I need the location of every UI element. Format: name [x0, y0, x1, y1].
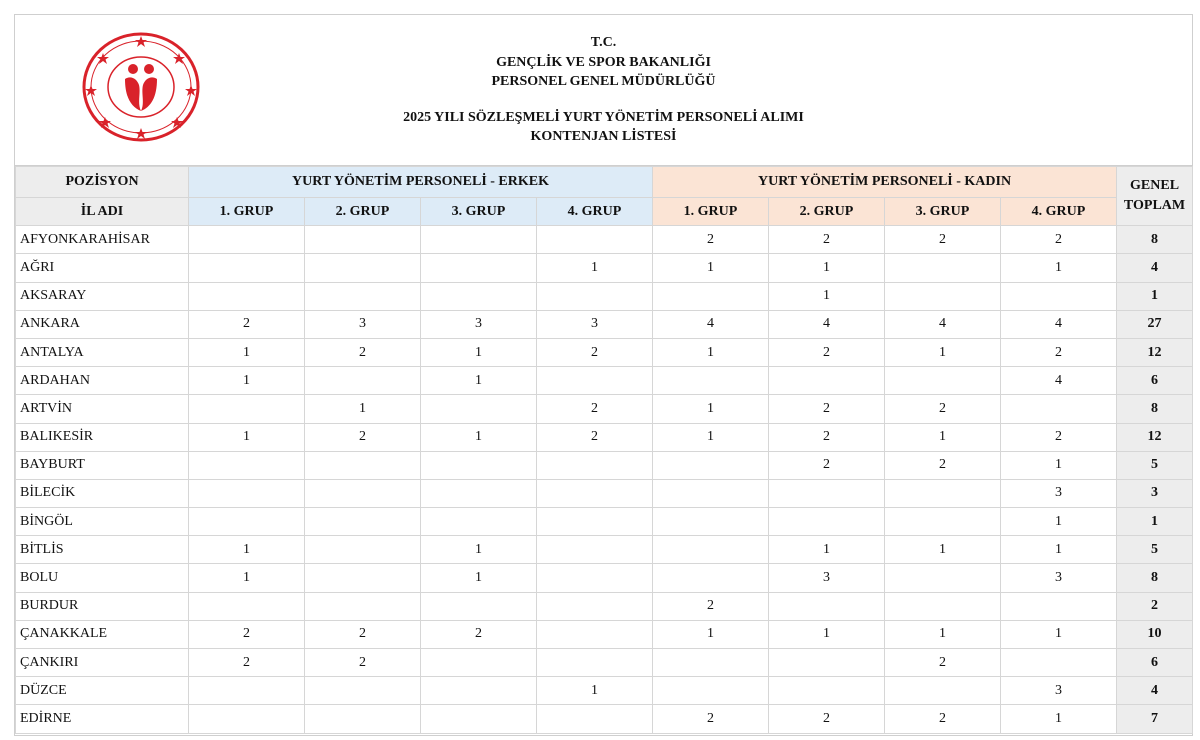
document-header: [15, 15, 1192, 166]
erkek-grup-2-cell: [305, 451, 421, 479]
province-name: ARDAHAN: [16, 367, 189, 395]
erkek-grup-2-cell: 2: [305, 423, 421, 451]
erkek-grup-4-cell: 2: [537, 338, 653, 366]
erkek-grup-3-cell: [421, 677, 537, 705]
erkek-grup-1-cell: 1: [189, 536, 305, 564]
erkek-grup-3-cell: [421, 226, 537, 254]
col-header-erkek-grup-1: 1. GRUP: [189, 198, 305, 226]
table-row: [16, 564, 1193, 592]
table-row: [16, 395, 1193, 423]
table-row: [16, 536, 1193, 564]
title-recruitment: 2025 YILI SÖZLEŞMELİ YURT YÖNETİM PERSONELİ ALIMI: [403, 109, 804, 125]
kadin-grup-2-cell: 2: [769, 226, 885, 254]
kadin-grup-1-cell: 2: [653, 226, 769, 254]
table-row: [16, 226, 1193, 254]
erkek-grup-4-cell: [537, 620, 653, 648]
genel-toplam-cell: 1: [1117, 282, 1193, 310]
province-name: BİTLİS: [16, 536, 189, 564]
genel-toplam-cell: 6: [1117, 367, 1193, 395]
genel-toplam-cell: 1: [1117, 508, 1193, 536]
erkek-grup-3-cell: 3: [421, 310, 537, 338]
kadin-grup-2-cell: [769, 649, 885, 677]
kadin-grup-3-cell: 2: [885, 395, 1001, 423]
province-name: BURDUR: [16, 592, 189, 620]
erkek-grup-4-cell: 1: [537, 677, 653, 705]
group-header-erkek: YURT YÖNETİM PERSONELİ - ERKEK: [189, 167, 653, 198]
kadin-grup-4-cell: 3: [1001, 677, 1117, 705]
erkek-grup-2-cell: 2: [305, 338, 421, 366]
col-header-kadin-grup-1: 1. GRUP: [653, 198, 769, 226]
erkek-grup-4-cell: [537, 508, 653, 536]
kadin-grup-3-cell: 1: [885, 620, 1001, 648]
kadin-grup-3-cell: [885, 282, 1001, 310]
kadin-grup-3-cell: [885, 564, 1001, 592]
table-row: [16, 705, 1193, 733]
erkek-grup-2-cell: [305, 367, 421, 395]
title-quota-list: KONTENJAN LİSTESİ: [530, 129, 677, 144]
kadin-grup-1-cell: [653, 479, 769, 507]
erkek-grup-3-cell: 1: [421, 367, 537, 395]
erkek-grup-4-cell: [537, 479, 653, 507]
kadin-grup-1-cell: 1: [653, 395, 769, 423]
erkek-grup-3-cell: [421, 479, 537, 507]
genel-toplam-cell: 27: [1117, 310, 1193, 338]
kadin-grup-1-cell: [653, 536, 769, 564]
province-name: BOLU: [16, 564, 189, 592]
kadin-grup-2-cell: [769, 508, 885, 536]
table-row: [16, 310, 1193, 338]
table-row: [16, 649, 1193, 677]
erkek-grup-1-cell: [189, 705, 305, 733]
erkek-grup-3-cell: [421, 451, 537, 479]
kadin-grup-3-cell: [885, 367, 1001, 395]
erkek-grup-2-cell: [305, 705, 421, 733]
kadin-grup-1-cell: [653, 677, 769, 705]
table-row: [16, 592, 1193, 620]
genel-toplam-cell: 4: [1117, 677, 1193, 705]
province-name: ARTVİN: [16, 395, 189, 423]
province-name: BİNGÖL: [16, 508, 189, 536]
erkek-grup-2-cell: [305, 564, 421, 592]
kadin-grup-2-cell: 1: [769, 536, 885, 564]
erkek-grup-4-cell: [537, 226, 653, 254]
kadin-grup-2-cell: 1: [769, 254, 885, 282]
kadin-grup-3-cell: [885, 508, 1001, 536]
table-row: [16, 282, 1193, 310]
kadin-grup-2-cell: 2: [769, 451, 885, 479]
kadin-grup-3-cell: 1: [885, 536, 1001, 564]
kadin-grup-4-cell: 4: [1001, 310, 1117, 338]
erkek-grup-2-cell: [305, 508, 421, 536]
kadin-grup-3-cell: 2: [885, 226, 1001, 254]
erkek-grup-1-cell: [189, 677, 305, 705]
kadin-grup-2-cell: 1: [769, 620, 885, 648]
genel-toplam-cell: 5: [1117, 451, 1193, 479]
kadin-grup-4-cell: 1: [1001, 451, 1117, 479]
erkek-grup-3-cell: [421, 282, 537, 310]
erkek-grup-2-cell: [305, 536, 421, 564]
province-name: ANKARA: [16, 310, 189, 338]
kadin-grup-3-cell: 2: [885, 451, 1001, 479]
province-name: AFYONKARAHİSAR: [16, 226, 189, 254]
erkek-grup-1-cell: [189, 592, 305, 620]
kadin-grup-3-cell: [885, 592, 1001, 620]
kadin-grup-4-cell: [1001, 649, 1117, 677]
erkek-grup-2-cell: [305, 282, 421, 310]
erkek-grup-3-cell: [421, 705, 537, 733]
kadin-grup-1-cell: 1: [653, 254, 769, 282]
genel-toplam-cell: 12: [1117, 338, 1193, 366]
erkek-grup-3-cell: [421, 508, 537, 536]
col-header-kadin-grup-4: 4. GRUP: [1001, 198, 1117, 226]
table-row: [16, 508, 1193, 536]
kadin-grup-4-cell: 1: [1001, 254, 1117, 282]
genel-toplam-cell: 8: [1117, 226, 1193, 254]
erkek-grup-1-cell: 2: [189, 310, 305, 338]
erkek-grup-3-cell: 2: [421, 620, 537, 648]
kadin-grup-2-cell: 2: [769, 423, 885, 451]
kadin-grup-3-cell: [885, 254, 1001, 282]
province-name: BİLECİK: [16, 479, 189, 507]
col-header-erkek-grup-3: 3. GRUP: [421, 198, 537, 226]
kadin-grup-2-cell: 2: [769, 395, 885, 423]
erkek-grup-3-cell: 1: [421, 564, 537, 592]
genel-label: GENEL: [1130, 178, 1180, 194]
title-ministry: GENÇLİK VE SPOR BAKANLIĞI: [496, 54, 711, 70]
kadin-grup-3-cell: 4: [885, 310, 1001, 338]
kadin-grup-2-cell: 1: [769, 282, 885, 310]
province-name: ÇANAKKALE: [16, 620, 189, 648]
erkek-grup-1-cell: 1: [189, 564, 305, 592]
erkek-grup-1-cell: 1: [189, 338, 305, 366]
document-page: [14, 14, 1193, 736]
kadin-grup-1-cell: [653, 367, 769, 395]
genel-toplam-cell: 10: [1117, 620, 1193, 648]
genel-toplam-cell: 6: [1117, 649, 1193, 677]
erkek-grup-1-cell: [189, 254, 305, 282]
kadin-grup-2-cell: 2: [769, 705, 885, 733]
table-row: [16, 254, 1193, 282]
genel-toplam-cell: 8: [1117, 564, 1193, 592]
kadin-grup-1-cell: 4: [653, 310, 769, 338]
kadin-grup-4-cell: 1: [1001, 705, 1117, 733]
erkek-grup-4-cell: 1: [537, 254, 653, 282]
col-header-erkek-grup-2: 2. GRUP: [305, 198, 421, 226]
erkek-grup-2-cell: 3: [305, 310, 421, 338]
quota-table-body: [16, 226, 1193, 733]
table-row: [16, 451, 1193, 479]
kadin-grup-4-cell: 1: [1001, 620, 1117, 648]
province-name: DÜZCE: [16, 677, 189, 705]
genel-toplam-cell: 3: [1117, 479, 1193, 507]
col-header-erkek-grup-4: 4. GRUP: [537, 198, 653, 226]
kadin-grup-3-cell: 1: [885, 338, 1001, 366]
quota-table: [15, 166, 1193, 734]
erkek-grup-4-cell: [537, 451, 653, 479]
erkek-grup-1-cell: [189, 508, 305, 536]
kadin-grup-4-cell: 3: [1001, 479, 1117, 507]
erkek-grup-3-cell: [421, 649, 537, 677]
genel-toplam-cell: 2: [1117, 592, 1193, 620]
erkek-grup-2-cell: [305, 592, 421, 620]
genel-toplam-cell: 5: [1117, 536, 1193, 564]
province-name: EDİRNE: [16, 705, 189, 733]
kadin-grup-2-cell: 4: [769, 310, 885, 338]
kadin-grup-3-cell: [885, 479, 1001, 507]
erkek-grup-1-cell: [189, 451, 305, 479]
province-name: ANTALYA: [16, 338, 189, 366]
kadin-grup-3-cell: 1: [885, 423, 1001, 451]
erkek-grup-1-cell: [189, 226, 305, 254]
kadin-grup-4-cell: 2: [1001, 338, 1117, 366]
genel-toplam-cell: 8: [1117, 395, 1193, 423]
kadin-grup-1-cell: [653, 282, 769, 310]
group-header-kadin: YURT YÖNETİM PERSONELİ - KADIN: [653, 167, 1117, 198]
kadin-grup-1-cell: 1: [653, 423, 769, 451]
erkek-grup-2-cell: [305, 479, 421, 507]
kadin-grup-4-cell: [1001, 592, 1117, 620]
kadin-grup-4-cell: [1001, 282, 1117, 310]
table-row: [16, 423, 1193, 451]
erkek-grup-4-cell: [537, 536, 653, 564]
erkek-grup-1-cell: 1: [189, 423, 305, 451]
kadin-grup-1-cell: 1: [653, 338, 769, 366]
kadin-grup-1-cell: [653, 564, 769, 592]
province-name: BALIKESİR: [16, 423, 189, 451]
province-name: AĞRI: [16, 254, 189, 282]
erkek-grup-2-cell: [305, 254, 421, 282]
kadin-grup-4-cell: 4: [1001, 367, 1117, 395]
erkek-grup-2-cell: 2: [305, 620, 421, 648]
kadin-grup-4-cell: 1: [1001, 536, 1117, 564]
province-name: ÇANKIRI: [16, 649, 189, 677]
table-row: [16, 479, 1193, 507]
erkek-grup-3-cell: 1: [421, 423, 537, 451]
kadin-grup-1-cell: 2: [653, 592, 769, 620]
table-row: [16, 367, 1193, 395]
kadin-grup-2-cell: 3: [769, 564, 885, 592]
erkek-grup-4-cell: [537, 282, 653, 310]
kadin-grup-1-cell: 1: [653, 620, 769, 648]
erkek-grup-3-cell: 1: [421, 536, 537, 564]
erkek-grup-2-cell: 1: [305, 395, 421, 423]
kadin-grup-3-cell: 2: [885, 705, 1001, 733]
kadin-grup-3-cell: [885, 677, 1001, 705]
erkek-grup-1-cell: [189, 395, 305, 423]
kadin-grup-1-cell: [653, 508, 769, 536]
title-tc: T.C.: [590, 35, 617, 50]
col-header-kadin-grup-2: 2. GRUP: [769, 198, 885, 226]
document-titles: [15, 33, 1192, 147]
col-header-pozisyon: POZİSYON: [16, 167, 189, 198]
col-header-kadin-grup-3: 3. GRUP: [885, 198, 1001, 226]
erkek-grup-4-cell: [537, 592, 653, 620]
table-row: [16, 677, 1193, 705]
col-header-genel-toplam: [1117, 167, 1193, 226]
erkek-grup-3-cell: [421, 254, 537, 282]
erkek-grup-4-cell: [537, 649, 653, 677]
kadin-grup-2-cell: [769, 479, 885, 507]
erkek-grup-4-cell: [537, 705, 653, 733]
kadin-grup-2-cell: [769, 367, 885, 395]
erkek-grup-2-cell: 2: [305, 649, 421, 677]
erkek-grup-1-cell: [189, 282, 305, 310]
erkek-grup-4-cell: 3: [537, 310, 653, 338]
toplam-label: TOPLAM: [1123, 198, 1186, 214]
genel-toplam-cell: 7: [1117, 705, 1193, 733]
kadin-grup-4-cell: 3: [1001, 564, 1117, 592]
kadin-grup-1-cell: [653, 451, 769, 479]
erkek-grup-3-cell: 1: [421, 338, 537, 366]
kadin-grup-2-cell: [769, 677, 885, 705]
kadin-grup-2-cell: 2: [769, 338, 885, 366]
erkek-grup-3-cell: [421, 592, 537, 620]
table-row: [16, 620, 1193, 648]
kadin-grup-3-cell: 2: [885, 649, 1001, 677]
col-header-il-adi: İL ADI: [16, 198, 189, 226]
erkek-grup-4-cell: [537, 367, 653, 395]
erkek-grup-4-cell: 2: [537, 395, 653, 423]
erkek-grup-4-cell: [537, 564, 653, 592]
erkek-grup-3-cell: [421, 395, 537, 423]
genel-toplam-cell: 4: [1117, 254, 1193, 282]
province-name: AKSARAY: [16, 282, 189, 310]
erkek-grup-1-cell: 2: [189, 620, 305, 648]
erkek-grup-2-cell: [305, 226, 421, 254]
kadin-grup-1-cell: 2: [653, 705, 769, 733]
erkek-grup-1-cell: [189, 479, 305, 507]
kadin-grup-4-cell: 1: [1001, 508, 1117, 536]
title-directorate: PERSONEL GENEL MÜDÜRLÜĞÜ: [491, 74, 716, 89]
kadin-grup-1-cell: [653, 649, 769, 677]
erkek-grup-2-cell: [305, 677, 421, 705]
kadin-grup-4-cell: [1001, 395, 1117, 423]
erkek-grup-1-cell: 2: [189, 649, 305, 677]
genel-toplam-cell: 12: [1117, 423, 1193, 451]
table-row: [16, 338, 1193, 366]
province-name: BAYBURT: [16, 451, 189, 479]
kadin-grup-4-cell: 2: [1001, 226, 1117, 254]
erkek-grup-4-cell: 2: [537, 423, 653, 451]
erkek-grup-1-cell: 1: [189, 367, 305, 395]
kadin-grup-4-cell: 2: [1001, 423, 1117, 451]
kadin-grup-2-cell: [769, 592, 885, 620]
